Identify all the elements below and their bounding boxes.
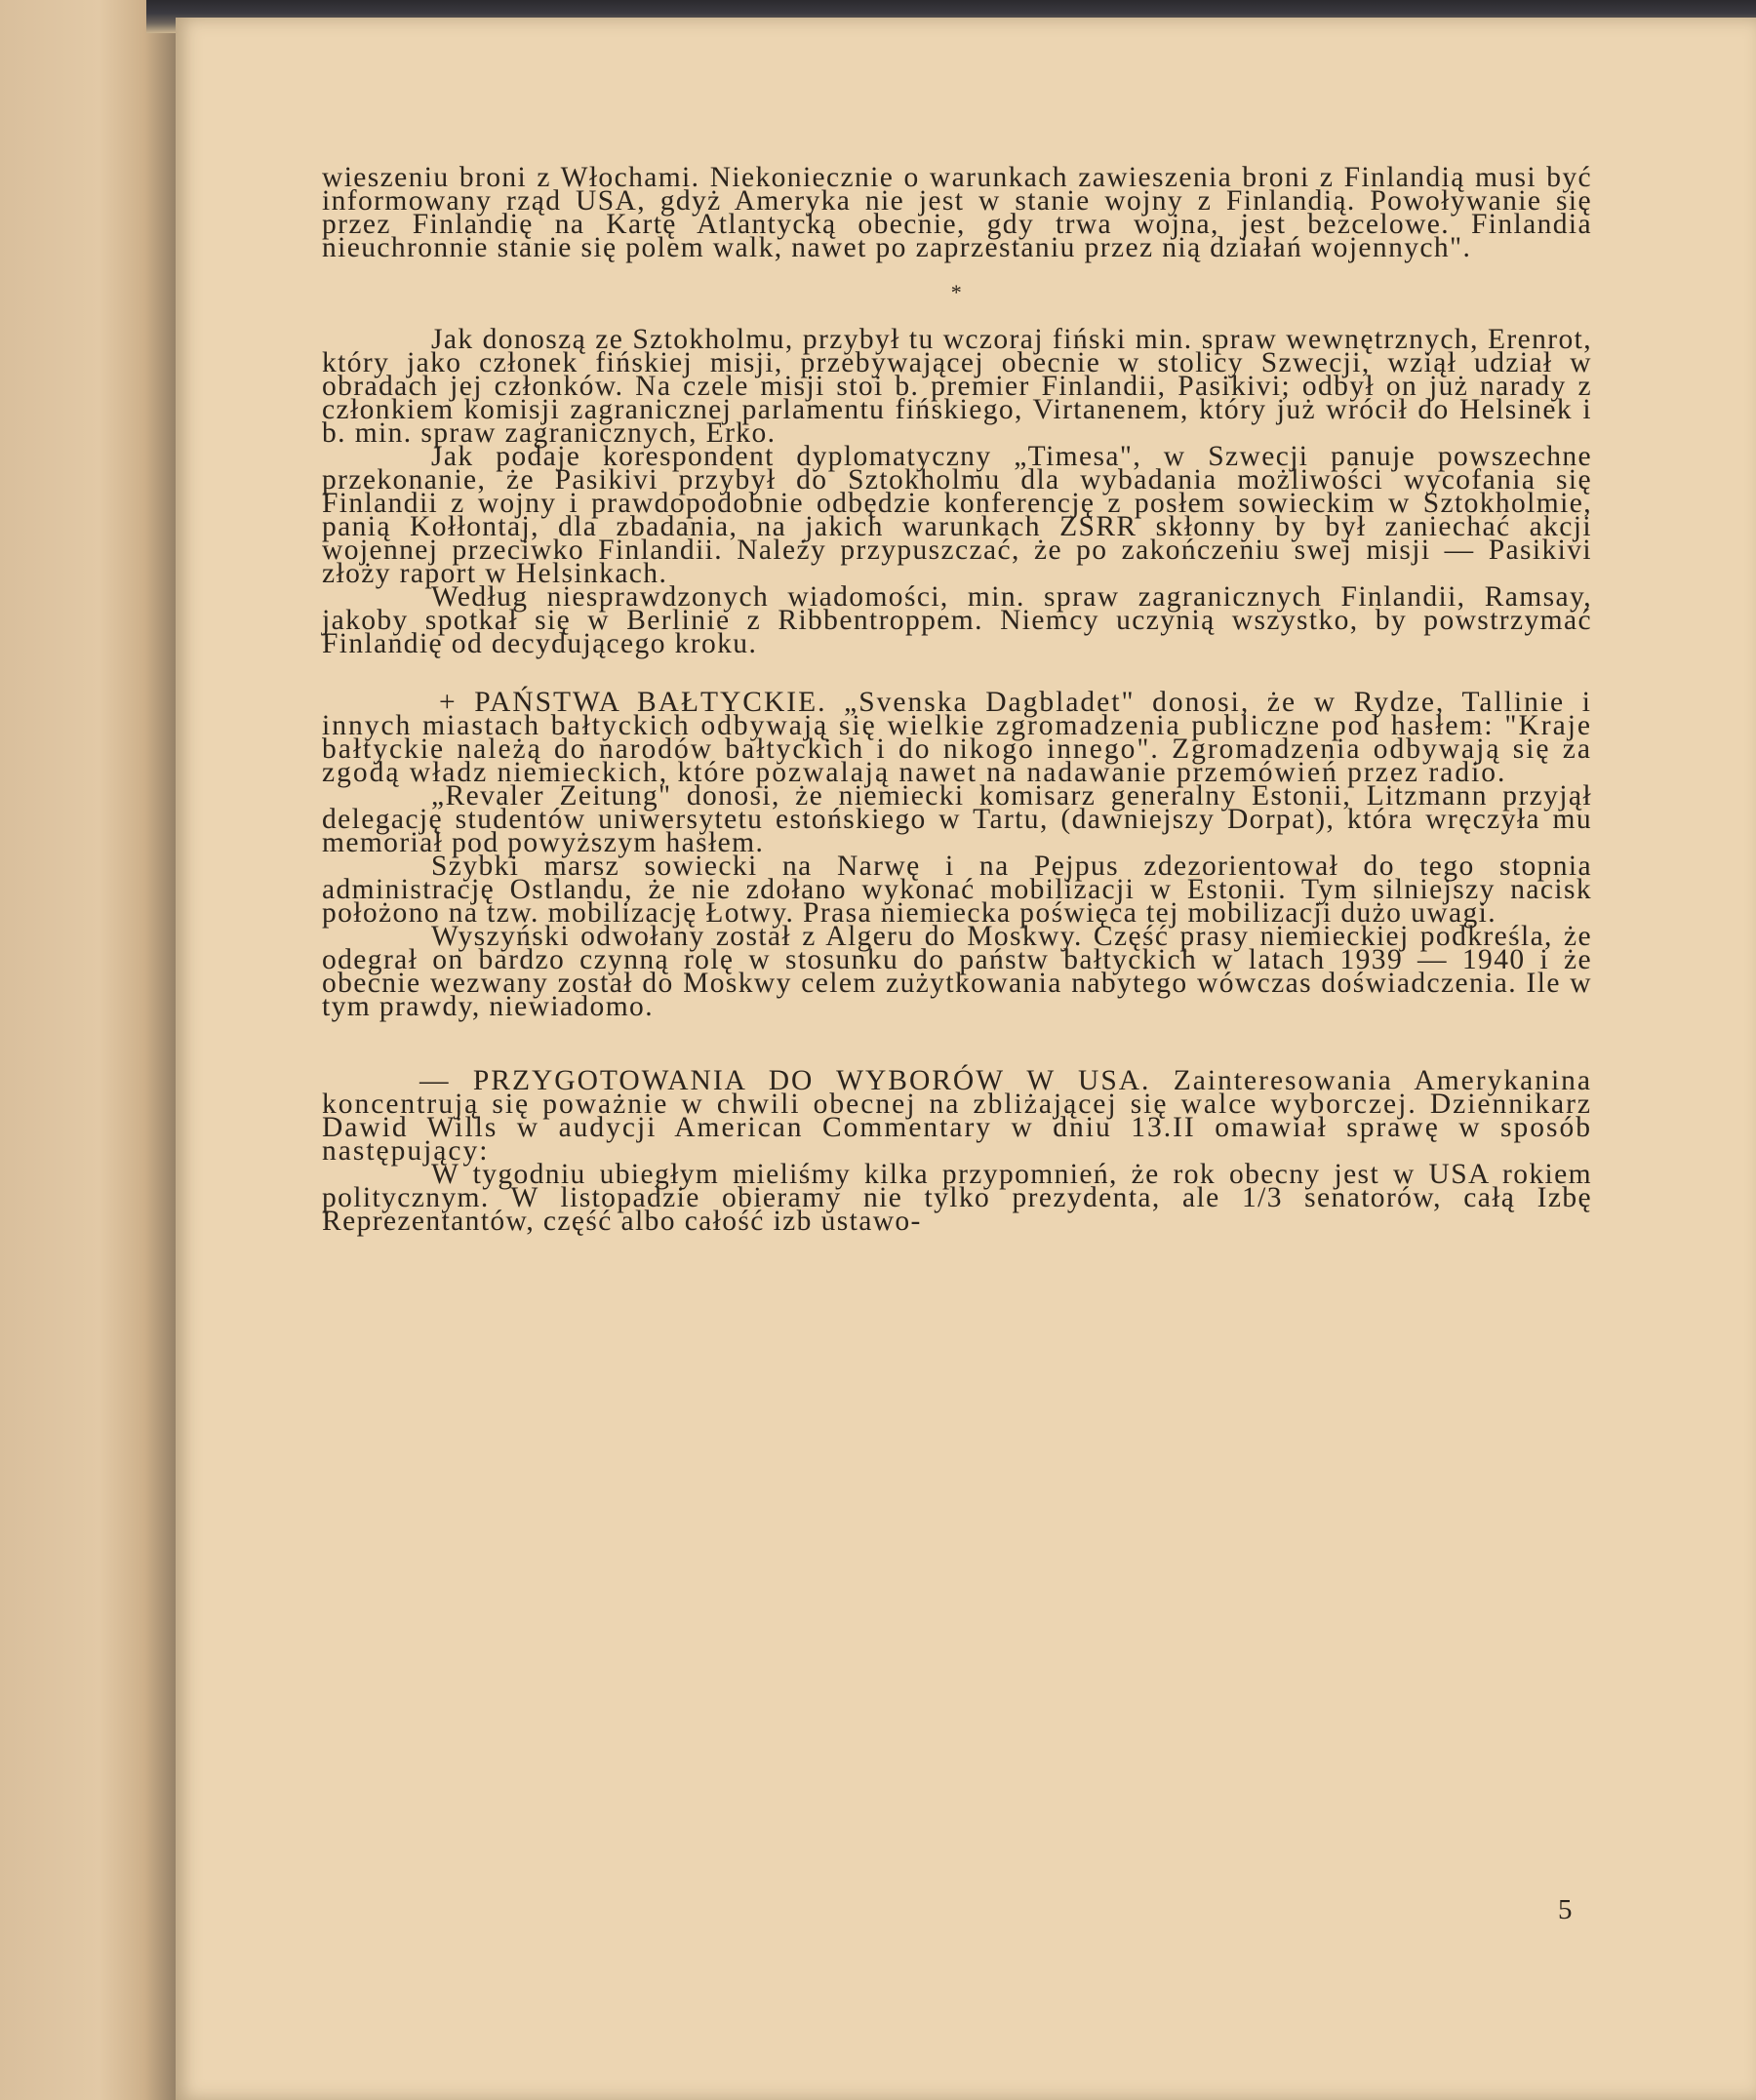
- paragraph-political-year: W tygodniu ubiegłym mieliśmy kilka przypomnień, że rok obecny jest w USA rokiem politycznym. W listopadzie obieramy nie tylko prezydenta, ale 1/3 senatorów, całą Izbę Reprezentantów, część albo całość izb ustawo-: [322, 1159, 1592, 1237]
- page-number: 5: [1558, 1894, 1573, 1925]
- section-baltic-states: + PAŃSTWA BAŁTYCKIE. „Svenska Dagbladet" donosi, że w Rydze, Tallinie i innych miastach bałtyckich odbywają się wielkie zgromadzenia publiczne pod hasłem: "Kraje bałtyckie należą do narodów bałtyckich i do nikogo innego". Zgromadzenia odbywają się za zgodą władz niemieckich, które pozwalają nawet na nadawanie przemówień przez radio.: [322, 687, 1592, 788]
- body-text: [322, 162, 1592, 1237]
- paragraph-narva-march: Szybki marsz sowiecki na Narwę i na Pejpus zdezorientował do tego stopnia administrację Ostlandu, że nie zdołano wykonać mobilizacji w Estonii. Tym silniejszy nacisk położono na tzw. mobilizację Łotwy. Prasa niemiecka poświęca tej mobilizacji dużo uwagi.: [322, 851, 1592, 929]
- paragraph-continuation: wieszeniu broni z Włochami. Niekoniecznie o warunkach zawieszenia broni z Finlandią musi być informowany rząd USA, gdyż Ameryka nie jest w stanie wojny z Finlandią. Powoływanie się przez Finlandię na Kartę Atlantycką obecnie, gdy trwa wojna, jest bezcelowe. Finlandia nieuchronnie stanie się polem walk, nawet po zaprzestaniu przez nią działań wojennych".: [322, 162, 1592, 263]
- paragraph-wyszynski: Wyszyński odwołany został z Algeru do Moskwy. Część prasy niemieckiej podkreśla, że odegrał on bardzo czynną rolę w stosunku do państw bałtyckich w latach 1939 — 1940 i że obecnie wezwany został do Moskwy celem zużytkowania nabytego wówczas doświadczenia. Ile w tym prawdy, niewiadomo.: [322, 921, 1592, 1022]
- paragraph-ramsay: Według niesprawdzonych wiadomości, min. spraw zagranicznych Finlandii, Ramsay, jakoby spotkał się w Berlinie z Ribbentroppem. Niemcy uczynią wszystko, by powstrzymać Finlandię od decydującego kroku.: [322, 581, 1592, 659]
- paragraph-revaler-zeitung: „Revaler Zeitung" donosi, że niemiecki komisarz generalny Estonii, Litzmann przyjął delegację studentów uniwersytetu estońskiego w Tartu, (dawniejszy Dorpat), która wręczyła mu memoriał pod powyższym hasłem.: [322, 780, 1592, 858]
- paragraph-times-report: Jak podaje korespondent dyplomatyczny „Timesa", w Szwecji panuje powszechne przekonanie, że Pasikivi przybył do Sztokholmu dla wybadania możliwości wycofania się Finlandii z wojny i prawdopodobnie odbędzie konferencję z posłem sowieckim w Sztokholmie, panią Kołłontaj, dla zbadania, na jakich warunkach ZSRR skłonny by był zaniechać akcji wojennej przeciwko Finlandii. Należy przypuszczać, że po zakończeniu swej misji — Pasikivi złoży raport w Helsinkach.: [322, 441, 1592, 589]
- section-usa-elections: — PRZYGOTOWANIA DO WYBORÓW W USA. Zainteresowania Amerykanina koncentrują się poważnie w chwili obecnej na zbliżającej się walce wyborczej. Dziennikarz Dawid Wills w audycji American Commentary w dniu 13.II omawiał sprawę w sposób następujący:: [322, 1065, 1592, 1167]
- paragraph-finland-minister: Jak donoszą ze Sztokholmu, przybył tu wczoraj fiński min. spraw wewnętrznych, Erenrot, który jako członek fińskiej misji, przebywającej obecnie w stolicy Szwecji, wziął udział w obradach jej członków. Na czele misji stoi b. premier Finlandii, Pasikivi; odbył on już narady z członkiem komisji zagranicznej parlamentu fińskiego, Virtanenem, który już wrócił do Helsinek i b. min. spraw zagranicznych, Erko.: [322, 324, 1592, 449]
- section-separator-star: *: [950, 280, 964, 304]
- book-spine: [0, 0, 180, 2100]
